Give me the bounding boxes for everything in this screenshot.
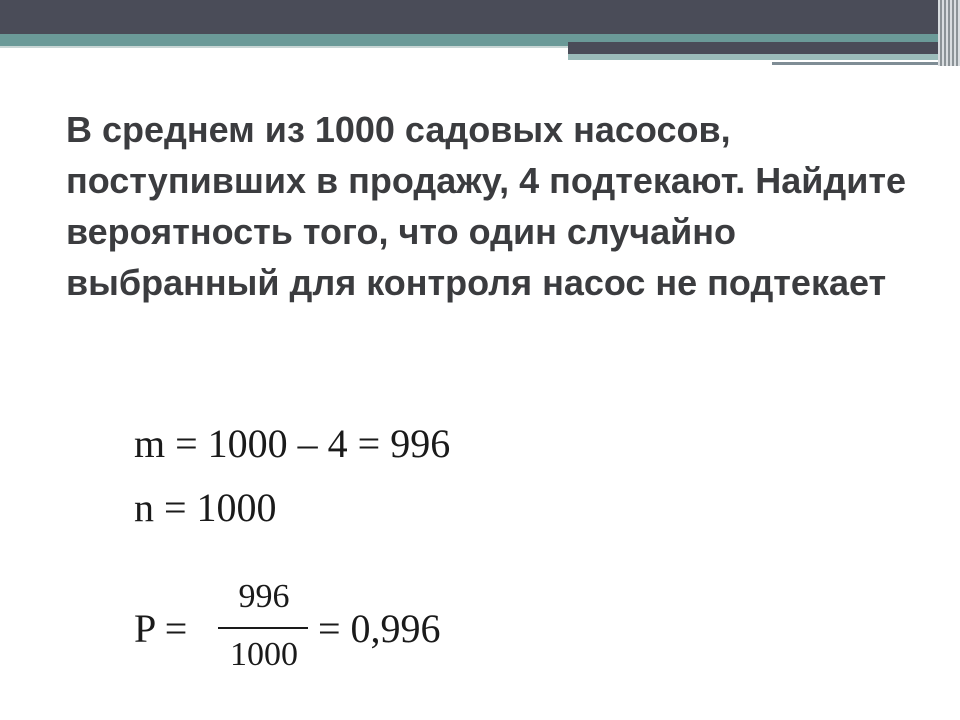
header-bar bbox=[0, 0, 960, 34]
fraction-numerator: 996 bbox=[238, 578, 290, 615]
probability-result: = 0,996 bbox=[318, 606, 441, 651]
n-equation: n = 1000 bbox=[134, 485, 277, 530]
header-accent-band-dark bbox=[568, 42, 960, 54]
m-equation: m = 1000 – 4 = 996 bbox=[134, 421, 451, 466]
header-accent-line-right bbox=[772, 62, 942, 65]
header-corner-decoration bbox=[938, 0, 960, 66]
problem-statement: В среднем из 1000 садовых насосов, поступивших в продажу, 4 подтекают. Найдите вероятность того, что один случайно выбранный для контроля насос не подтекает bbox=[66, 109, 907, 303]
header-accent-band-light bbox=[568, 54, 960, 60]
fraction-bar bbox=[218, 627, 308, 629]
fraction-denominator: 1000 bbox=[230, 636, 298, 673]
header-accent-line bbox=[0, 46, 568, 48]
probability-label: P = bbox=[134, 606, 188, 651]
